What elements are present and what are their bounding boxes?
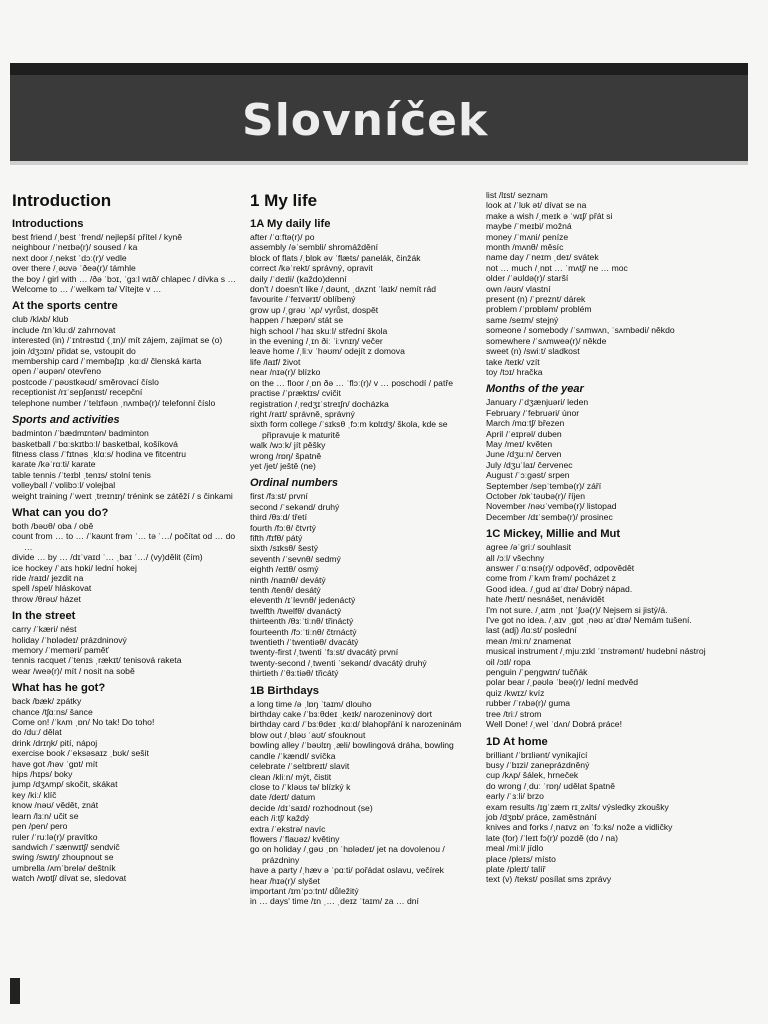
section-heading: What can you do? [12,506,109,519]
vocab-entry: near /nɪə(r)/ blízko [250,367,321,378]
vocab-entry: problem /ˈprɒbləm/ problém [486,304,592,315]
vocab-entry: on the … floor /ˌɒn ðə … ˈflɔː(r)/ v … poschodí / patře [250,377,453,388]
vocab-entry: twenty-first /ˌtwenti ˈfɜːst/ dvacátý první [250,647,399,658]
vocab-entry: cup /kʌp/ šálek, hrneček [486,770,579,781]
vocab-entry: month /mʌnθ/ měsíc [486,242,564,253]
vocab-entry: Good idea. /ˌɡʊd aɪˈdɪə/ Dobrý nápad. [486,583,633,594]
vocab-entry: September /sepˈtembə(r)/ září [486,480,602,491]
vocab-entry: the boy / girl with … /ðə ˈbɔɪ, ˈɡɜːl wɪð/ chlapec / dívka s … [12,273,237,284]
vocab-entry: tenth /tenθ/ desátý [250,585,321,595]
vocab-entry: chance /tʃɑːns/ šance [12,706,93,717]
vocab-entry: birthday card /ˈbɜːθdeɪ ˌkɑːd/ blahopřání k narozeninám [250,719,462,730]
section-heading: 1C Mickey, Millie and Mut [486,528,621,541]
vocab-entry: yet /jet/ ještě (ne) [250,460,316,471]
vocab-entry: best friend /ˌbest ˈfrend/ nejlepší přítel / kyně [12,232,183,242]
vocab-list [486,397,748,522]
vocab-entry: December /dɪˈsembə(r)/ prosinec [486,511,613,522]
vocab-entry: twelfth /twelfθ/ dvanáctý [250,605,342,616]
vocab-entry: badminton /ˈbædmɪntən/ badminton [12,428,149,439]
page-corner-mark [10,978,20,1004]
vocab-entry: present (n) /ˈpreznt/ dárek [486,294,586,305]
vocab-entry: mean /miːn/ znamenat [486,635,572,646]
vocab-entry: August /ˈɔːɡəst/ srpen [486,470,570,481]
column-3 [486,190,748,885]
vocab-entry: rubber /ˈrʌbə(r)/ guma [486,698,571,709]
vocab-entry: last (adj) /lɑːst/ poslední [486,625,577,636]
vocab-entry: important /ɪmˈpɔːtnt/ důležitý [250,885,359,896]
vocab-entry: February /ˈfebruəri/ únor [486,407,580,418]
vocab-entry: open /ˈəʊpən/ otevřeno [12,366,101,377]
vocab-entry: umbrella /ʌmˈbrelə/ deštník [12,862,116,873]
vocab-list [12,624,242,676]
vocab-entry: karate /kəˈrɑːti/ karate [12,459,96,470]
vocab-entry: over there /ˌəʊvə ˈðeə(r)/ támhle [12,263,136,274]
chapter-title: 1 My life [250,191,318,210]
vocab-entry: neighbour /ˈneɪbə(r)/ soused / ka [12,242,138,253]
vocab-entry: in … days' time /ɪn ˌ… ˌdeɪz ˈtaɪm/ za … dní [250,896,419,907]
header-banner-stripe [10,63,748,75]
vocab-entry: fourth /fɔːθ/ čtvrtý [250,522,316,533]
vocab-entry: carry /ˈkæri/ nést [12,624,77,635]
vocab-entry: grow up /ˌɡrəʊ ˈʌp/ vyrůst, dospět [250,304,379,315]
vocab-list [12,314,242,408]
vocab-entry: name day /ˈneɪm ˌdeɪ/ svátek [486,252,599,263]
vocab-entry: celebrate /ˈselɪbreɪt/ slavit [250,761,350,772]
col3-lead-list [486,190,748,377]
vocab-entry: divide … by … /dɪˈvaɪd ˈ… ˌbaɪ ˈ…/ (vy)dělit (čím) [12,552,203,563]
vocab-entry: own /əʊn/ vlastní [486,283,551,294]
vocab-entry: place /pleɪs/ místo [486,853,556,864]
vocab-entry: job /dʒɒb/ práce, zaměstnání [486,811,597,822]
vocab-entry: tennis racquet /ˈtenɪs ˌrækɪt/ tenisová raketa [12,655,182,666]
vocab-entry: assembly /əˈsembli/ shromáždění [250,242,378,253]
vocab-list [12,428,242,501]
vocab-entry: pen /pen/ pero [12,821,68,832]
vocab-entry: candle /ˈkændl/ svíčka [250,750,336,761]
vocab-entry: look at /ˈlʊk ət/ dívat se na [486,200,587,211]
vocab-entry: same /seɪm/ stejný [486,314,559,325]
vocab-entry: take /teɪk/ vzít [486,356,540,367]
vocab-entry: fifth /fɪfθ/ pátý [250,532,303,543]
vocab-entry: not … much /ˌnɒt … ˈmʌtʃ/ ne … moc [486,262,628,273]
vocab-entry: postcode /ˈpəʊstkəʊd/ směrovací číslo [12,376,159,387]
vocab-entry: basketball /ˈbɑːskɪtbɔːl/ basketbal, košíková [12,438,178,449]
vocab-entry: club /klʌb/ klub [12,314,69,325]
vocab-entry: happen /ˈhæpən/ stát se [250,315,344,326]
vocab-entry: sweet (n) /swiːt/ sladkost [486,346,580,357]
vocab-entry: maybe /ˈmeɪbi/ možná [486,221,572,232]
vocab-entry: fourteenth /fɔːˈtiːnθ/ čtrnáctý [250,626,357,637]
vocab-entry: October /ɒkˈtəʊbə(r)/ říjen [486,490,585,501]
vocab-entry: extra /ˈekstrə/ navíc [250,823,326,834]
col2-sections [250,217,478,907]
col3-sections [486,382,748,884]
section-heading: Sports and activities [12,414,120,427]
vocab-entry: second /ˈsekənd/ druhý [250,501,340,512]
vocab-entry: do /duː/ dělat [12,727,62,738]
vocab-entry: practise /ˈpræktɪs/ cvičit [250,388,341,399]
vocab-entry: key /kiː/ klíč [12,789,57,800]
vocab-entry: I've got no idea. /ˌaɪv ˌɡɒt ˌnəʊ aɪˈdɪə/ Nemám tušení. [486,615,692,626]
vocab-entry: I'm not sure. /ˌaɪm ˌnɒt ˈʃʊə(r)/ Nejsem si jistý/á. [486,604,668,615]
vocab-entry: correct /kəˈrekt/ správný, opravit [250,263,373,274]
vocab-entry: a long time /ə ˌlɒŋ ˈtaɪm/ dlouho [250,698,372,709]
vocab-entry: wear /weə(r)/ mít / nosit na sobě [12,665,135,676]
vocab-entry: March /mɑːtʃ/ březen [486,418,565,429]
vocab-entry: learn /lɜːn/ učit se [12,810,79,821]
vocab-entry: ice hockey /ˈaɪs hɒki/ lední hokej [12,562,137,573]
vocab-entry: receptionist /rɪˈsepʃənɪst/ recepční [12,387,143,398]
vocab-entry: sixth /sɪksθ/ šestý [250,543,319,554]
vocab-entry: wrong /rɒŋ/ špatně [250,450,322,461]
vocab-entry: eleventh /ɪˈlevnθ/ jedenáctý [250,595,356,606]
vocab-entry: exercise book /ˈeksəsaɪz ˌbʊk/ sešit [12,748,149,759]
vocab-entry: registration /ˌredʒɪˈstreɪʃn/ docházka [250,398,389,409]
vocab-entry: June /dʒuːn/ červen [486,449,562,460]
vocab-entry: list /lɪst/ seznam [486,190,548,200]
vocab-entry: someone / somebody /ˈsʌmwʌn, ˈsʌmbədi/ někdo [486,325,675,336]
vocab-entry: weight training /ˈweɪt ˌtreɪnɪŋ/ trénink se zátěží / s činkami [12,490,233,501]
vocab-entry: telephone number /ˈtelɪfəʊn ˌnʌmbə(r)/ telefonní číslo [12,397,216,408]
vocab-entry: hips /hɪps/ boky [12,769,73,780]
vocab-entry: hear /hɪə(r)/ slyšet [250,875,320,886]
section-heading: In the street [12,610,76,623]
vocab-entry: May /meɪ/ květen [486,438,553,449]
vocab-entry: seventh /ˈsevnθ/ sedmý [250,553,341,564]
vocab-entry: in the evening /ˌɪn ðiː ˈiːvnɪŋ/ večer [250,336,383,347]
vocab-entry: jump /dʒʌmp/ skočit, skákat [12,779,118,790]
vocab-entry: do wrong /ˌduː ˈrɒŋ/ udělat špatně [486,780,615,791]
vocab-entry: agree /əˈɡriː/ souhlasit [486,542,572,553]
vocab-entry: join /dʒɔɪn/ přidat se, vstoupit do [12,345,136,356]
vocab-entry: thirtieth /ˈθɜːtiəθ/ třicátý [250,668,339,679]
vocab-entry: drink /drɪŋk/ pití, nápoj [12,737,98,748]
section-heading: 1D At home [486,735,548,748]
chapter-title: Introduction [12,191,112,210]
vocab-entry: musical instrument /ˌmjuːzɪkl ˈɪnstrəmənt/ hudební nástroj [486,646,706,657]
vocab-entry: July /dʒuˈlaɪ/ červenec [486,459,573,470]
vocab-entry: thirteenth /θɜːˈtiːnθ/ třináctý [250,616,354,627]
vocab-entry: don't / doesn't like /ˌdəʊnt, ˌdʌznt ˈlaɪk/ nemít rád [250,284,437,295]
vocab-entry: walk /wɔːk/ jít pěšky [250,440,326,451]
vocab-entry: older /ˈəʊldə(r)/ starší [486,273,569,284]
vocab-list [486,750,748,885]
vocab-entry: first /fɜːst/ první [250,491,308,502]
vocab-entry: include /ɪnˈkluːd/ zahrnovat [12,324,116,335]
page-title: Slovníček [242,95,489,146]
vocab-entry: early /ˈɜːli/ brzo [486,791,544,802]
vocab-list [12,521,242,604]
section-heading: Ordinal numbers [250,477,339,490]
vocab-entry: next door /ˌnekst ˈdɔː(r)/ vedle [12,252,127,263]
vocab-entry: watch /wɒtʃ/ dívat se, sledovat [12,873,127,884]
vocab-entry: toy /tɔɪ/ hračka [486,366,543,377]
vocab-entry: both /bəʊθ/ oba / obě [12,520,94,531]
vocab-entry: penguin /ˈpeŋɡwɪn/ tučňák [486,667,588,678]
vocab-entry: come from /ˈkʌm frəm/ pocházet z [486,573,616,584]
vocab-entry: flowers /ˈflaʊəz/ květiny [250,833,340,844]
vocab-entry: blow out /ˌbləʊ ˈaʊt/ sfouknout [250,729,366,740]
vocab-entry: all /ɔːl/ všechny [486,552,545,563]
vocab-list [12,232,242,294]
vocab-entry: busy /ˈbɪzi/ zaneprázdněný [486,759,590,770]
column-2 [250,190,478,907]
vocab-entry: go on holiday /ˌɡəʊ ˌɒn ˈhɒlədeɪ/ jet na dovolenou / prázdniny [250,844,445,865]
vocab-entry: brilliant /ˈbrɪliənt/ vynikající [486,749,588,760]
vocab-entry: birthday cake /ˈbɜːθdeɪ ˌkeɪk/ narozeninový dort [250,709,433,720]
vocab-entry: close to /ˈkləʊs tə/ blízký k [250,781,351,792]
vocab-entry: membership card /ˈmembəʃɪp ˌkɑːd/ členská karta [12,356,202,367]
vocab-entry: memory /ˈmeməri/ paměť [12,645,109,655]
vocab-entry: make a wish /ˌmeɪk ə ˈwɪʃ/ přát si [486,210,613,221]
vocab-entry: money /ˈmʌni/ peníze [486,231,569,242]
vocab-entry: right /raɪt/ správně, správný [250,408,355,419]
vocab-entry: ride /raɪd/ jezdit na [12,572,84,583]
vocab-entry: meal /miːl/ jídlo [486,843,544,854]
vocab-entry: text (v) /tekst/ posílat sms zprávy [486,874,612,885]
section-heading: 1A My daily life [250,218,331,230]
vocab-entry: November /nəʊˈvembə(r)/ listopad [486,501,617,512]
vocab-entry: quiz /kwɪz/ kvíz [486,687,545,698]
vocab-entry: know /nəʊ/ vědět, znát [12,800,99,811]
vocab-entry: ruler /ˈruːlə(r)/ pravítko [12,831,98,842]
vocab-entry: leave home /ˌliːv ˈhəʊm/ odejít z domova [250,346,405,357]
vocab-entry: daily /ˈdeɪli/ (každo)denní [250,273,347,284]
vocab-entry: Come on! /ˈkʌm ˌɒn/ No tak! Do toho! [12,717,155,728]
vocab-entry: third /θɜːd/ třetí [250,512,307,523]
vocab-entry: spell /spel/ hláskovat [12,583,92,594]
vocab-entry: ninth /naɪnθ/ devátý [250,574,326,585]
vocab-entry: somewhere /ˈsʌmweə(r)/ někde [486,335,607,346]
vocab-entry: bowling alley /ˈbəʊlɪŋ ˌæli/ bowlingová dráha, bowling [250,740,454,751]
vocab-entry: sandwich /ˈsænwɪtʃ/ sendvič [12,841,120,852]
vocab-entry: decide /dɪˈsaɪd/ rozhodnout (se) [250,802,373,813]
vocab-entry: each /iːtʃ/ každý [250,813,310,824]
vocab-entry: twenty-second /ˌtwenti ˈsekənd/ dvacátý druhý [250,657,427,668]
vocab-entry: life /laɪf/ život [250,356,301,367]
vocab-entry: sixth form college /ˈsɪksθ ˌfɔːm kɒlɪdʒ/ škola, kde se připravuje k maturitě [250,419,448,440]
vocab-list [250,491,478,678]
vocab-entry: date /deɪt/ datum [250,792,316,803]
column-1 [12,190,242,884]
section-heading: What has he got? [12,682,106,695]
vocab-entry: interested (in) /ˈɪntrəstɪd (ˌɪn)/ mít zájem, zajímat se (o) [12,335,223,346]
vocab-entry: plate /pleɪt/ talíř [486,863,546,874]
section-heading: 1B Birthdays [250,684,320,697]
vocab-entry: April /ˈeɪprəl/ duben [486,428,562,439]
vocab-entry: hate /heɪt/ nesnášet, nenávidět [486,594,605,605]
vocab-entry: January /ˈdʒænjuəri/ leden [486,397,589,408]
vocab-entry: holiday /ˈhɒlədeɪ/ prázdninový [12,634,127,645]
vocab-entry: twentieth /ˈtwentiəθ/ dvacátý [250,637,359,648]
vocab-entry: volleyball /ˈvɒlibɔːl/ volejbal [12,480,116,491]
vocab-list [250,232,478,471]
vocab-list [250,699,478,907]
vocab-entry: fitness class /ˈfɪtnəs ˌklɑːs/ hodina ve fitcentru [12,448,187,459]
vocab-entry: swing /swɪŋ/ zhoupnout se [12,852,114,863]
vocab-list [12,696,242,883]
vocab-entry: polar bear /ˌpəʊlə ˈbeə(r)/ lední medvěd [486,677,639,688]
vocab-entry: have got /həv ˈɡɒt/ mít [12,758,98,769]
vocab-entry: after /ˈɑːftə(r)/ po [250,232,315,242]
vocab-entry: have a party /ˌhæv ə ˈpɑːti/ pořádat oslavu, večírek [250,865,444,876]
vocab-entry: high school /ˈhaɪ skuːl/ střední škola [250,325,388,336]
vocab-entry: eighth /eɪtθ/ osmý [250,564,319,575]
section-heading: Months of the year [486,383,584,396]
vocab-entry: clean /kliːn/ mýt, čistit [250,771,332,782]
vocab-entry: late (for) /ˈleɪt fɔ(r)/ pozdě (do / na) [486,832,619,843]
vocab-entry: back /bæk/ zpátky [12,696,82,707]
vocab-entry: throw /θrəʊ/ házet [12,593,81,604]
vocab-entry: knives and forks /ˌnaɪvz ən ˈfɔːks/ nože a vidličky [486,822,673,833]
vocab-entry: exam results /ɪɡˈzæm rɪˌzʌlts/ výsledky zkoušky [486,801,669,812]
vocab-entry: Welcome to … /ˈwelkəm tə/ Vítejte v … [12,284,162,295]
vocab-entry: Well Done! /ˌwel ˈdʌn/ Dobrá práce! [486,719,622,730]
vocab-list [486,542,748,729]
header-banner-edge [10,161,748,165]
section-heading: At the sports centre [12,300,118,313]
vocab-entry: table tennis /ˈteɪbl ˌtenɪs/ stolní tenis [12,469,151,480]
vocab-entry: block of flats /ˌblɒk əv ˈflæts/ panelák, činžák [250,252,421,263]
vocab-entry: favourite /ˈfeɪvərɪt/ oblíbený [250,294,356,305]
vocab-entry: count from … to … /ˈkaʊnt frəm ˈ… tə ˈ…/ počítat od … do … [12,531,236,552]
vocab-entry: answer /ˈɑːnsə(r)/ odpověď, odpovědět [486,563,635,573]
vocab-entry: oil /ɔɪl/ ropa [486,656,531,667]
col1-sections [12,217,242,884]
section-heading: Introductions [12,218,84,230]
vocab-entry: tree /triː/ strom [486,708,542,719]
